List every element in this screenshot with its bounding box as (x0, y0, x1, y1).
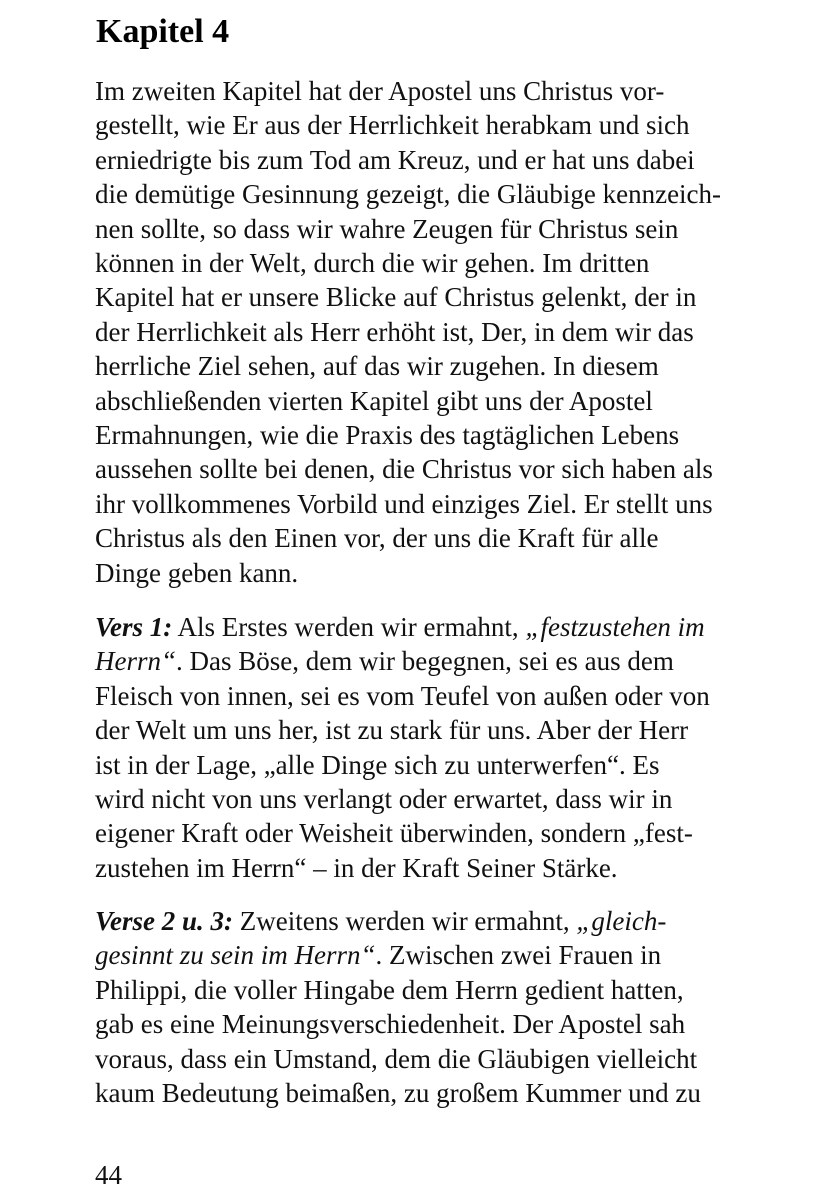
text-line: erniedrigte bis zum Tod am Kreuz, und er hat uns dabei (95, 144, 695, 175)
text-line: gestellt, wie Er aus der Herrlichkeit herabkam und sich (95, 110, 690, 141)
text-line: . Das Böse, dem wir begegnen, sei es aus dem (176, 646, 674, 677)
text-line: Zweitens werden wir ermahnt, (233, 906, 577, 936)
chapter-heading: Kapitel 4 (96, 13, 230, 50)
verse-label: Vers 1: (95, 612, 173, 642)
quote-text: Herrn“ (95, 646, 177, 677)
text-line: Philippi, die voller Hingabe dem Herrn gedient hatten, (95, 974, 684, 1005)
text-line: . Zwischen zwei Frauen in (375, 940, 662, 971)
text-line: aussehen sollte bei denen, die Christus vor sich haben als (95, 454, 713, 485)
text-line: gab es eine Meinungsverschiedenheit. Der Apostel sah (95, 1009, 686, 1040)
quote-text: gesinnt zu sein im Herrn“ (95, 940, 376, 971)
text-line: Dinge geben kann. (95, 557, 299, 588)
text-line: eigener Kraft oder Weisheit überwinden, sondern „fest- (95, 818, 693, 849)
text-line: der Herrlichkeit als Herr erhöht ist, Der, in dem wir das (95, 316, 694, 347)
verse-label: Verse 2 u. 3: (95, 906, 234, 936)
text-line: wird nicht von uns verlangt oder erwartet, dass wir in (95, 784, 673, 815)
text-line: Christus als den Einen vor, der uns die Kraft für alle (95, 523, 659, 554)
text-line: der Welt um uns her, ist zu stark für uns. Aber der Herr (95, 715, 689, 746)
text-line: zustehen im Herrn“ – in der Kraft Seiner Stärke. (95, 852, 618, 883)
text-line: ihr vollkommenes Vorbild und einziges Ziel. Er stellt uns (95, 488, 713, 519)
text-line: Ermahnungen, wie die Praxis des tagtäglichen Lebens (95, 420, 680, 451)
text-line: voraus, dass ein Umstand, dem die Gläubigen vielleicht (95, 1043, 698, 1074)
text-line: ist in der Lage, „alle Dinge sich zu unterwerfen“. Es (95, 749, 660, 780)
text-line: Im zweiten Kapitel hat der Apostel uns Christus vor- (95, 76, 665, 106)
text-line: Als Erstes werden wir ermahnt, (172, 612, 526, 642)
page-number: 44 (95, 1160, 122, 1190)
text-line: abschließenden vierten Kapitel gibt uns der Apostel (95, 385, 653, 416)
text-line: nen sollte, so dass wir wahre Zeugen für Christus sein (95, 213, 679, 244)
text-line: kaum Bedeutung beimaßen, zu großem Kummer und zu (95, 1078, 701, 1109)
paragraph-vers-1 (95, 610, 783, 885)
paragraph-intro (95, 74, 783, 590)
text-line: Kapitel hat er unsere Blicke auf Christus gelenkt, der in (95, 282, 697, 313)
text-line: können in der Welt, durch die wir gehen. Im dritten (95, 248, 650, 279)
quote-text: „gleich- (576, 906, 667, 936)
paragraph-verse-2-3 (95, 904, 783, 1110)
text-line: die demütige Gesinnung gezeigt, die Gläubige kennzeich- (95, 179, 722, 210)
text-line: Fleisch von innen, sei es vom Teufel von außen oder von (95, 680, 710, 711)
text-line: herrliche Ziel sehen, auf das wir zugehen. In diesem (95, 351, 659, 382)
quote-text: „festzustehen im (525, 612, 705, 642)
